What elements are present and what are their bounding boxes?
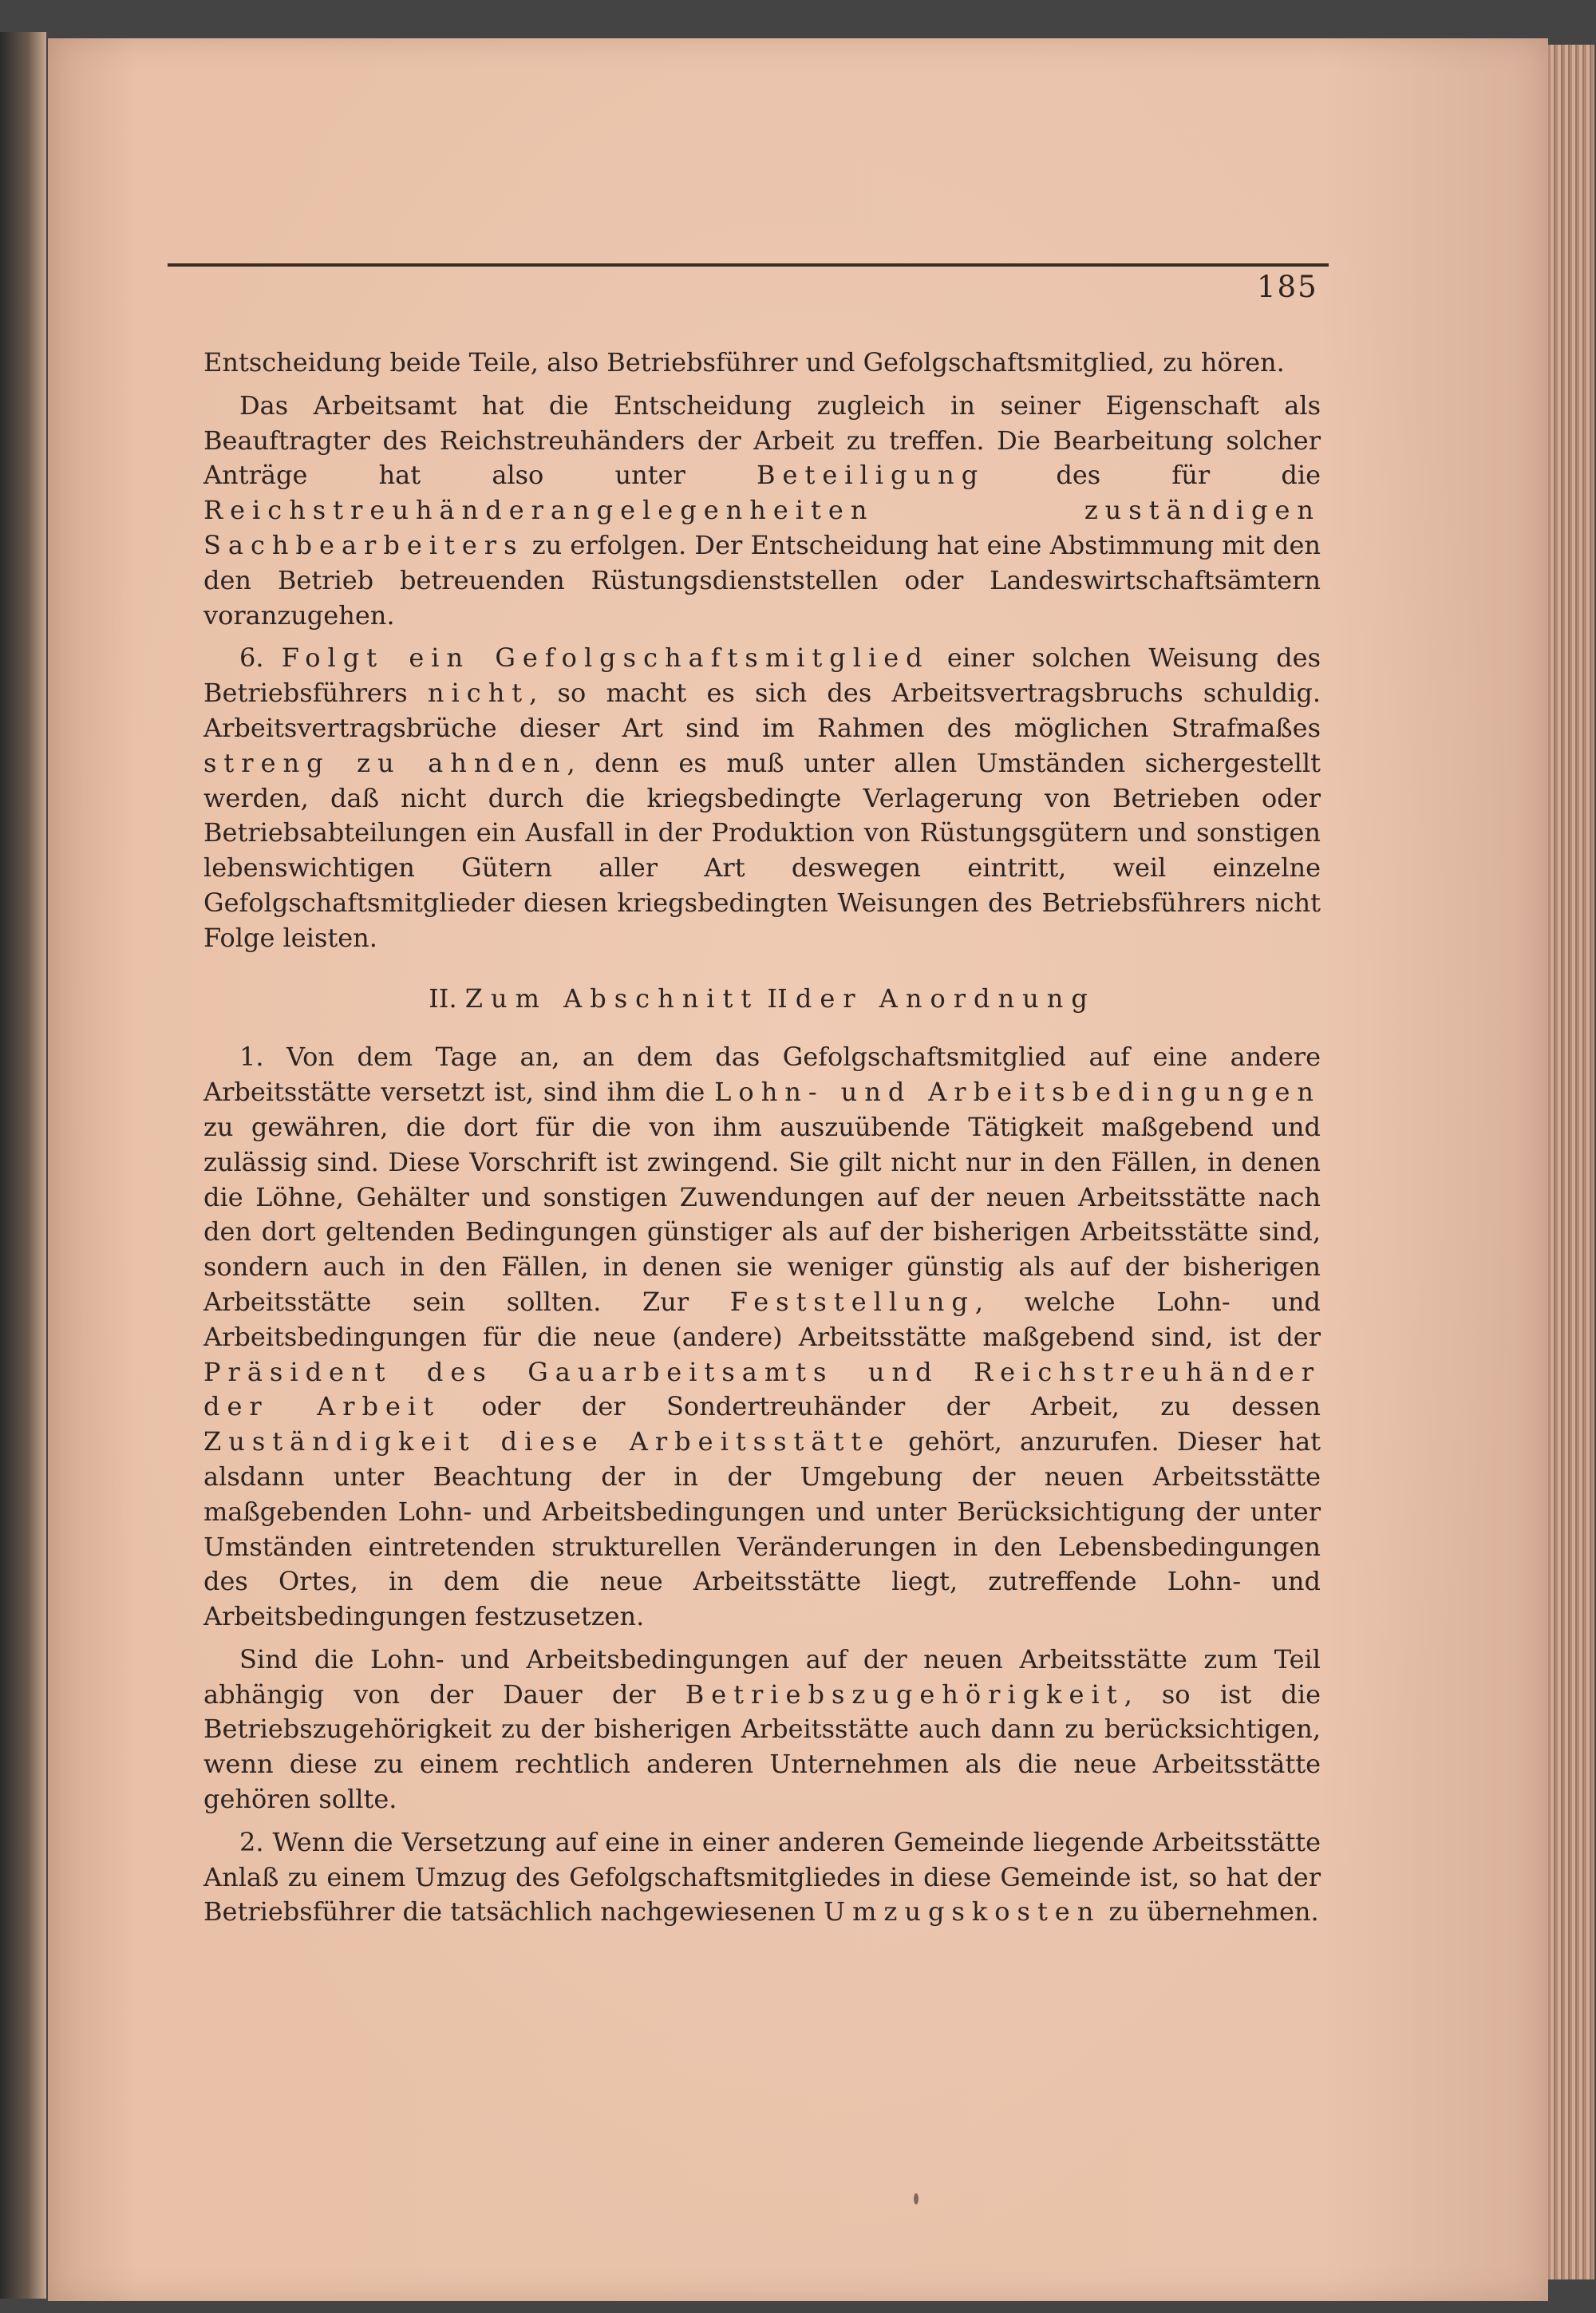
emphasized-text: Feststellung bbox=[729, 1286, 975, 1317]
text-run: 1. Von dem Tage an, an dem das Gefolgschaftsmitglied auf eine andere Arbeitsstätte versetzt ist, sind ihm die bbox=[203, 1042, 1321, 1108]
emphasized-text: Zuständigkeit diese Arbeitsstätte bbox=[203, 1426, 891, 1457]
body-text bbox=[203, 346, 1321, 1938]
text-run: zu gewähren, die dort für die von ihm auszuübende Tätigkeit maßgebend und zulässig sind. Diese Vorschrift ist zwingend. Sie gilt nicht nur in den Fällen, in denen die Löhne, Gehälter und sonstigen Zuwendungen auf der neuen Arbeitsstätte nach den dort geltenden Bedingungen günstiger als auf der bisherigen Arbeitsstätte sind, sondern auch in den Fällen, in denen sie weniger günstig als auf der bisherigen Arbeitsstätte sein sollten. Zur bbox=[203, 1111, 1321, 1317]
ink-speck bbox=[914, 2193, 918, 2204]
paragraph bbox=[203, 389, 1321, 634]
section-two-text bbox=[203, 1040, 1321, 1930]
section-heading bbox=[203, 982, 1321, 1017]
book-page bbox=[48, 38, 1548, 2301]
emphasized-text: Umzugskosten bbox=[824, 1896, 1101, 1928]
emphasized-text: streng zu ahnden bbox=[203, 747, 567, 778]
emphasized-text: nicht bbox=[427, 678, 530, 709]
text-run: zu erfolgen. Der Entscheidung hat eine Abstimmung mit den den Betrieb betreuenden Rüstungsdienststellen oder Landeswirtschaftsämtern voranzugehen. bbox=[203, 529, 1321, 631]
text-run: gehört, anzurufen. Dieser hat alsdann unter Beachtung der in der Umgebung der neuen Arbeitsstätte maßgebenden Lohn- und Arbeitsbedingungen und unter Berücksichtigung der unter Umständen eintretenden strukturellen Veränderungen in den Lebensbedingungen des Ortes, in dem die neue Arbeitsstätte liegt, zutreffende Lohn- und Arbeitsbedingungen festzusetzen. bbox=[203, 1426, 1321, 1632]
previous-page-edge bbox=[0, 32, 46, 2299]
page-stack-edge bbox=[1548, 45, 1594, 2279]
emphasized-text: Beteiligung bbox=[757, 460, 986, 491]
text-run: Das Arbeitsamt hat die Entscheidung zugleich in seiner Eigenschaft als Beauftragter des Reichstreuhänders der Arbeit zu treffen. Die Bearbeitung solcher Anträge hat also unter bbox=[203, 389, 1321, 491]
text-run: , denn es muß unter allen Umständen sichergestellt werden, daß nicht durch die kriegsbedingte Verlagerung von Betrieben oder Betriebsabteilungen ein Ausfall in der Produktion von Rüstungsgütern und sonstigen lebenswichtigen Gütern aller Art deswegen eintritt, weil einzelne Gefolgschaftsmitglieder diesen kriegsbedingten Weisungen des Betriebsführers nicht Folge leisten. bbox=[203, 747, 1321, 953]
heading-spaced-2: der Anordnung bbox=[795, 983, 1096, 1014]
emphasized-text: Betriebszugehörigkeit bbox=[685, 1678, 1124, 1710]
emphasized-text: Präsident des Gauarbeitsamts und Reichstreuhänder der Arbeit bbox=[203, 1356, 1321, 1422]
text-run: zu übernehmen. bbox=[1100, 1896, 1319, 1928]
heading-spaced-1: Zum Abschnitt bbox=[464, 983, 760, 1014]
heading-prefix: II. bbox=[429, 983, 465, 1014]
paragraph bbox=[203, 1825, 1321, 1930]
emphasized-text: Lohn- und Arbeitsbedingungen bbox=[714, 1077, 1321, 1108]
text-run: des für die bbox=[985, 460, 1321, 491]
text-run: einer solchen Weisung des Betriebsführers bbox=[203, 642, 1321, 709]
heading-middle: II bbox=[759, 983, 796, 1014]
paragraph bbox=[203, 641, 1321, 955]
emphasized-text: Folgt ein Gefolgschaftsmitglied bbox=[281, 642, 930, 674]
text-run: 6. bbox=[239, 642, 282, 674]
text-run: , so macht es sich des Arbeitsvertragsbruchs schuldig. Arbeitsvertragsbrüche dieser Art sind im Rahmen des möglichen Strafmaßes bbox=[203, 678, 1321, 743]
text-run: , welche Lohn- und Arbeitsbedingungen für die neue (andere) Arbeitsstätte maßgebend sind, ist der bbox=[203, 1286, 1321, 1352]
section-continuation bbox=[203, 346, 1321, 956]
text-run: Entscheidung beide Teile, also Betriebsführer und Gefolgschaftsmitglied, zu hören. bbox=[203, 347, 1285, 378]
emphasized-text: Reichstreuhänderangelegenheiten zuständigen Sachbearbeiters bbox=[203, 495, 1321, 560]
text-run: 2. Wenn die Versetzung auf eine in einer anderen Gemeinde liegende Arbeitsstätte Anlaß zu einem Umzug des Gefolgschaftsmitgliedes in diese Gemeinde ist, so hat der Betriebsführer die tatsächlich nachgewiesenen bbox=[203, 1826, 1321, 1928]
page-number: 185 bbox=[1257, 270, 1318, 304]
text-run: , so ist die Betriebszugehörigkeit zu der bisherigen Arbeitsstätte auch dann zu berücksichtigen, wenn diese zu einem rechtlich anderen Unternehmen als die neue Arbeitsstätte gehören sollte. bbox=[203, 1678, 1321, 1815]
paragraph bbox=[203, 1643, 1321, 1817]
header-rule bbox=[168, 263, 1329, 267]
text-run: Sind die Lohn- und Arbeitsbedingungen auf der neuen Arbeitsstätte zum Teil abhängig von der Dauer der bbox=[203, 1643, 1321, 1710]
paragraph bbox=[203, 346, 1321, 381]
paragraph bbox=[203, 1040, 1321, 1635]
text-run: oder der Sondertreuhänder der Arbeit, zu dessen bbox=[440, 1391, 1321, 1422]
